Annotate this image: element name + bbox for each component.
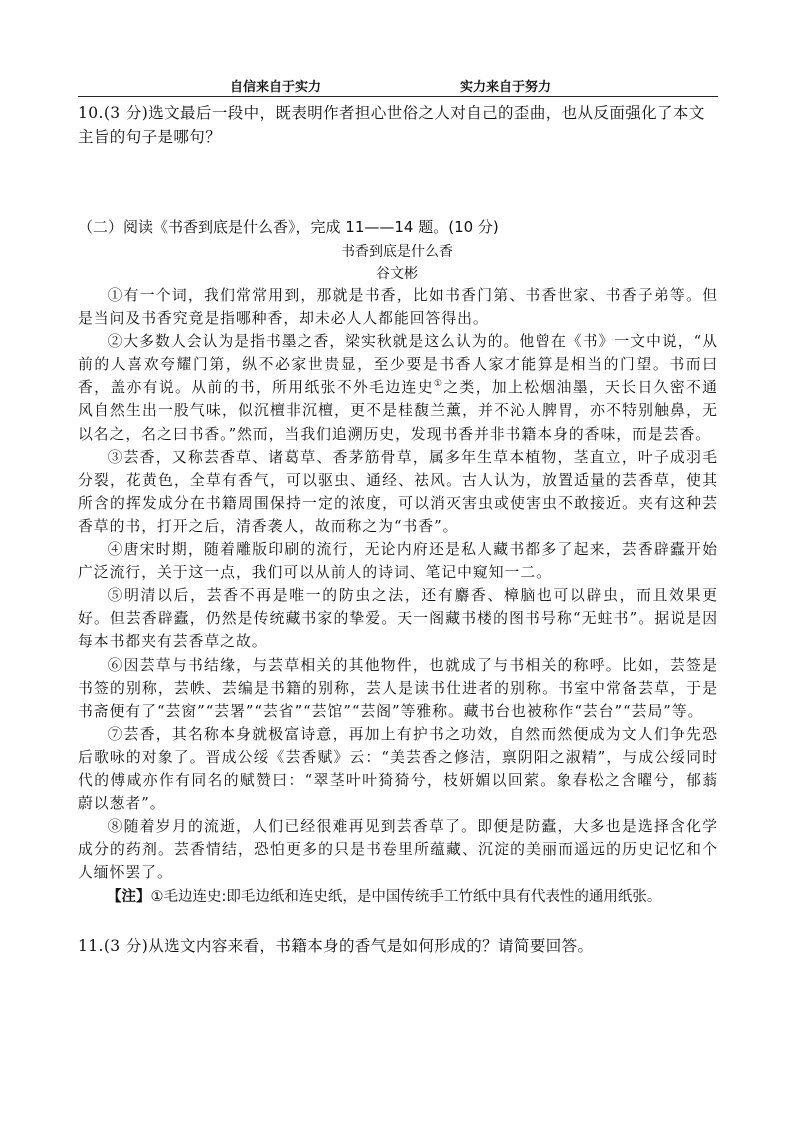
footnote-marker: ① bbox=[433, 379, 444, 390]
paragraph-7: ⑦芸香，其名称本身就极富诗意，再加上有护书之功效，自然而然便成为文人们争先恐后歌咏的对象了。晋成公绥《芸香赋》云：“美芸香之修洁，禀阴阳之淑精”，与成公绥同时代的傅咸亦作有同名的赋赞曰：“翠茎叶叶猗猗兮，枝妍媚以回萦。象春松之含曜兮，郁蓊蔚以葱者”。 bbox=[78, 725, 718, 813]
question-11: 11.(3 分)从选文内容来看，书籍本身的香气是如何形成的？请简要回答。 bbox=[78, 937, 594, 955]
article-author: 谷文彬 bbox=[376, 266, 418, 282]
article-body bbox=[78, 284, 718, 884]
note-text: ①毛边连史:即毛边纸和连史纸，是中国传统手工竹纸中具有代表性的通用纸张。 bbox=[150, 889, 662, 905]
note-label: 【注】 bbox=[107, 889, 151, 905]
header-left-motto: 自信来自于实力 bbox=[230, 80, 322, 95]
header-right-motto: 实力来自于努力 bbox=[460, 80, 552, 95]
paragraph-2-part-1: ②大多数人会认为是指书墨之香，梁实秋就是这么认为的。他曾在《书》一文中说，“从前的人喜欢夸耀门第，纵不必家世贵显，至少要是书香人家才能算是相当的门望。书而曰香，盖亦有说。从前的书，所用纸张不外毛边连史 bbox=[78, 333, 718, 397]
paragraph-6: ⑥因芸草与书结缘，与芸草相关的其他物件，也就成了与书相关的称呼。比如，芸签是书签的别称，芸帙、芸编是书籍的别称，芸人是读书仕进者的别称。书室中常备芸草，于是书斋便有了“芸窗”“芸署”“芸省”“芸馆”“芸阁”等雅称。藏书台也被称作“芸台”“芸局”等。 bbox=[78, 656, 718, 720]
header-divider bbox=[78, 96, 718, 97]
footnote bbox=[78, 886, 718, 909]
paragraph-2 bbox=[78, 330, 718, 445]
paragraph-3: ③芸香，又称芸香草、诸葛草、香茅筋骨草，属多年生草本植物，茎直立，叶子成羽毛分裂，花黄色，全草有香气，可以驱虫、通经、祛风。古人认为，放置适量的芸香草，使其所含的挥发成分在书籍周围保持一定的浓度，可以消灭害虫或使害虫不敢接近。夹有这种芸香草的书，打开之后，清香袭人，故而称之为“书香”。 bbox=[78, 448, 718, 535]
paragraph-5: ⑤明清以后，芸香不再是唯一的防虫之法，还有麝香、樟脑也可以辟虫，而且效果更好。但芸香辟蠹，仍然是传统藏书家的挚爱。天一阁藏书楼的图书号称“无蛀书”。据说是因每本书都夹有芸香草之故。 bbox=[78, 587, 718, 651]
paragraph-8: ⑧随着岁月的流逝，人们已经很难再见到芸香草了。即便是防蠹，大多也是选择含化学成分的药剂。芸香情结，恐怕更多的只是书卷里所蕴藏、沉淀的美丽而遥远的历史记忆和个人缅怀罢了。 bbox=[78, 818, 718, 882]
page-header bbox=[78, 74, 718, 94]
question-10: 10.(3 分)选文最后一段中，既表明作者担心世俗之人对自己的歪曲，也从反面强化了本文主旨的句子是哪句？ bbox=[78, 104, 705, 146]
paragraph-4: ④唐宋时期，随着雕版印刷的流行，无论内府还是私人藏书都多了起来，芸香辟蠹开始广泛流行，关于这一点，我们可以从前人的诗词、笔记中窥知一二。 bbox=[78, 541, 718, 582]
paragraph-1: ①有一个词，我们常常用到，那就是书香，比如书香门第、书香世家、书香子弟等。但是当问及书香究竟是指哪种香，却未必人人都能回答得出。 bbox=[78, 287, 718, 328]
article-title: 书香到底是什么香 bbox=[341, 244, 453, 260]
paragraph-2-part-2: 之类，加上松烟油墨，天长日久密不通风自然生出一股气味，似沉檀非沉檀，更不是桂馥兰薰，并不沁人脾胃，亦不特别触鼻，无以名之，名之曰书香。”然而，当我们追溯历史，发现书香并非书籍本身的香味，而是芸香。 bbox=[78, 379, 718, 443]
section-intro: （二）阅读《书香到底是什么香》，完成 11——14 题。(10 分) bbox=[78, 218, 499, 236]
